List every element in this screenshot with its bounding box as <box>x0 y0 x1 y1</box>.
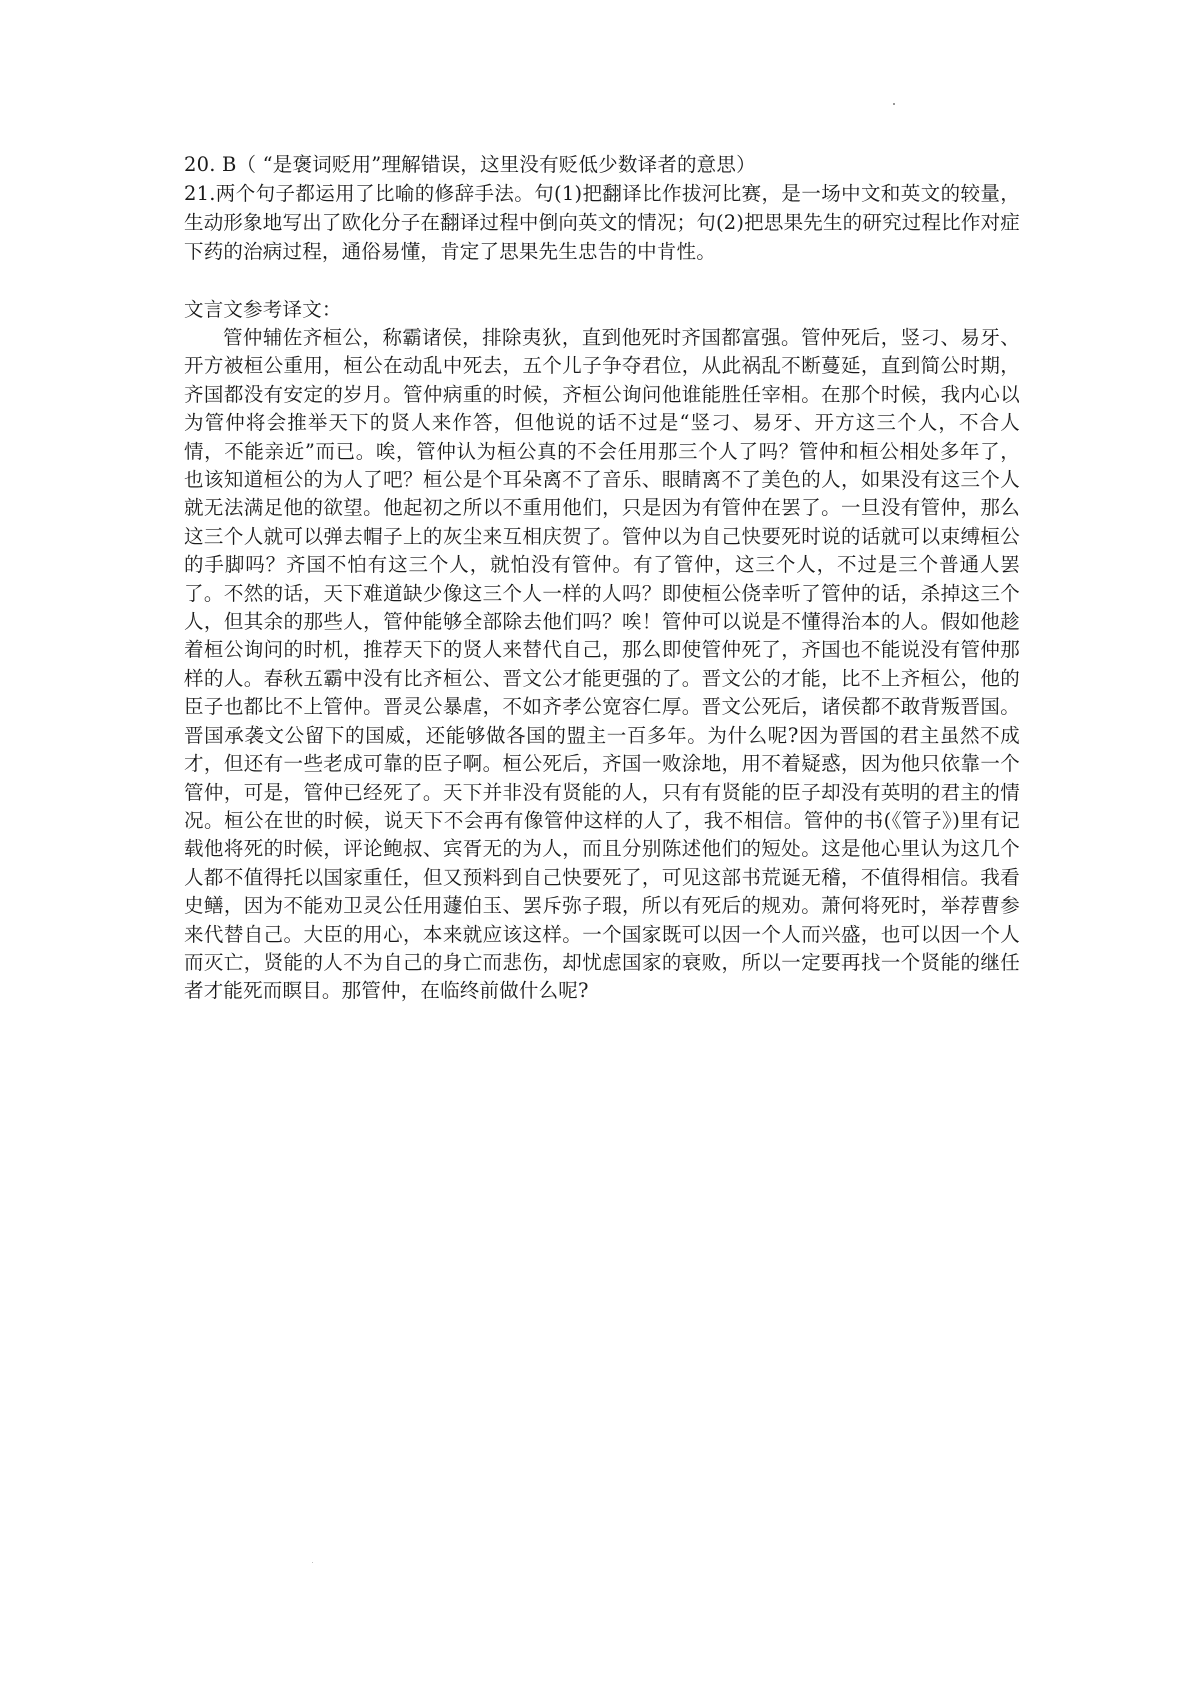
section-spacer <box>184 266 1020 295</box>
scan-speck <box>312 1562 313 1563</box>
scan-speck <box>893 103 895 105</box>
answer-content <box>184 150 1020 1006</box>
translation-title: 文言文参考译文： <box>184 298 342 321</box>
translation-body: 管仲辅佐齐桓公，称霸诸侯，排除夷狄，直到他死时齐国都富强。管仲死后，竖刁、易牙、开方被桓公重用，桓公在动乱中死去，五个儿子争夺君位，从此祸乱不断蔓延，直到简公时期，齐国都没有安定的岁月。管仲病重的时候，齐桓公询问他谁能胜任宰相。在那个时候，我内心以为管仲将会推举天下的贤人来作答，但他说的话不过是“竖刁、易牙、开方这三个人，不合人情，不能亲近”而已。唉，管仲认为桓公真的不会任用那三个人了吗？管仲和桓公相处多年了，也该知道桓公的为人了吧？桓公是个耳朵离不了音乐、眼睛离不了美色的人，如果没有这三个人就无法满足他的欲望。他起初之所以不重用他们，只是因为有管仲在罢了。一旦没有管仲，那么这三个人就可以弹去帽子上的灰尘来互相庆贺了。管仲以为自己快要死时说的话就可以束缚桓公的手脚吗？齐国不怕有这三个人，就怕没有管仲。有了管仲，这三个人，不过是三个普通人罢了。不然的话，天下难道缺少像这三个人一样的人吗？即使桓公侥幸听了管仲的话，杀掉这三个人，但其余的那些人，管仲能够全部除去他们吗？唉！管仲可以说是不懂得治本的人。假如他趁着桓公询问的时机，推荐天下的贤人来替代自己，那么即使管仲死了，齐国也不能说没有管仲那样的人。春秋五霸中没有比齐桓公、晋文公才能更强的了。晋文公的才能，比不上齐桓公，他的臣子也都比不上管仲。晋灵公暴虐，不如齐孝公宽容仁厚。晋文公死后，诸侯都不敢背叛晋国。晋国承袭文公留下的国威，还能够做各国的盟主一百多年。为什么呢?因为晋国的君主虽然不成才，但还有一些老成可靠的臣子啊。桓公死后，齐国一败涂地，用不着疑惑，因为他只依靠一个管仲，可是，管仲已经死了。天下并非没有贤能的人，只有有贤能的臣子却没有英明的君主的情况。桓公在世的时候，说天下不会再有像管仲这样的人了，我不相信。管仲的书(《管子》)里有记载他将死的时候，评论鲍叔、宾胥无的为人，而且分别陈述他们的短处。这是他心里认为这几个人都不值得托以国家重任，但又预料到自己快要死了，可见这部书荒诞无稽，不值得相信。我看史鳝，因为不能劝卫灵公任用蘧伯玉、罢斥弥子瑕，所以有死后的规劝。萧何将死时，举荐曹参来代替自己。大臣的用心，本来就应该这样。一个国家既可以因一个人而兴盛，也可以因一个人而灭亡，贤能的人不为自己的身亡而悲伤，却忧虑国家的衰败，所以一定要再找一个贤能的继任者才能死而瞑目。那管仲，在临终前做什么呢? <box>184 326 1020 1003</box>
answer-20: 20. B（ “是褒词贬用”理解错误，这里没有贬低少数译者的意思） <box>184 153 756 176</box>
answer-21: 21.两个句子都运用了比喻的修辞手法。句(1)把翻译比作拔河比赛，是一场中文和英文的较量，生动形象地写出了欧化分子在翻译过程中倒向英文的情况；句(2)把思果先生的研究过程比作对症下药的治病过程，通俗易懂，肯定了思果先生忠告的中肯性。 <box>184 182 1020 263</box>
